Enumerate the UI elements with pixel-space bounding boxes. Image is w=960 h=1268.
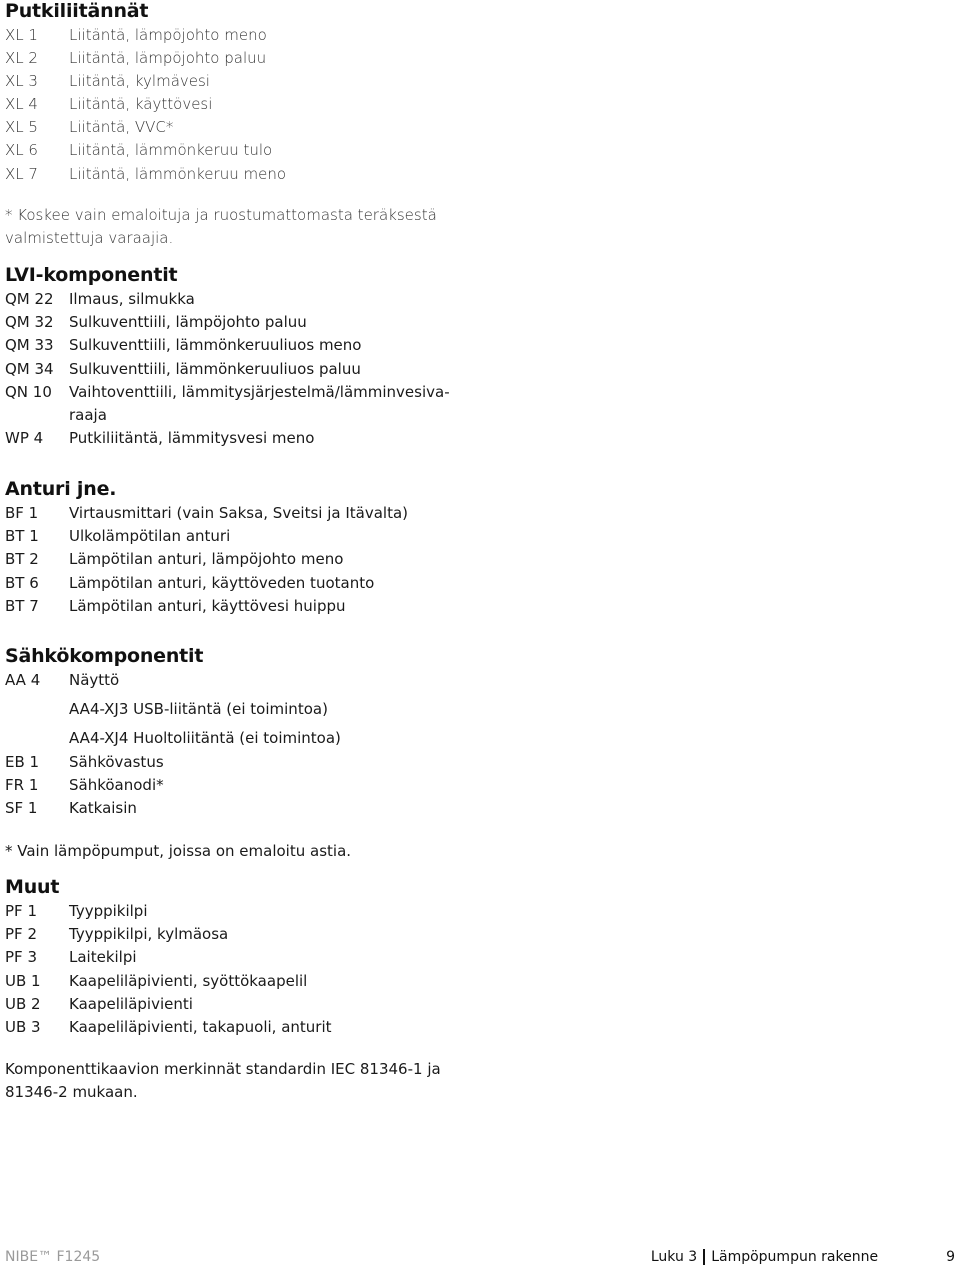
- component-desc: Lämpötilan anturi, käyttövesi huippu: [69, 596, 346, 615]
- list-item: [5, 993, 465, 1016]
- component-desc: Katkaisin: [69, 799, 137, 818]
- list-item: [5, 900, 465, 923]
- list-item: [5, 727, 465, 750]
- component-desc: Liitäntä, kylmävesi: [69, 72, 210, 91]
- list-item: [5, 47, 465, 70]
- component-code: BT 2: [5, 550, 39, 569]
- standard-note: Komponenttikaavion merkinnät standardin IEC 81346-1 ja 81346-2 mukaan.: [5, 1060, 441, 1101]
- component-desc: Sähköanodi*: [69, 775, 164, 794]
- section-putkiliitannat: [5, 0, 465, 186]
- component-code: QM 22: [5, 290, 54, 308]
- page-footer: [5, 1246, 955, 1268]
- component-code: AA 4: [5, 671, 41, 689]
- component-code: EB 1: [5, 752, 40, 771]
- component-desc: Tyyppikilpi: [69, 902, 148, 920]
- component-code: BT 1: [5, 527, 39, 546]
- component-desc: Kaapeliläpivienti, takapuoli, anturit: [69, 1018, 332, 1037]
- component-code: WP 4: [5, 429, 44, 448]
- component-desc: Liitäntä, lämmönkeruu tulo: [69, 141, 273, 160]
- chapter-info: [651, 1249, 955, 1265]
- component-desc: Näyttö: [69, 671, 120, 689]
- component-desc: AA4-XJ4 Huoltoliitäntä (ei toimintoa): [69, 729, 341, 748]
- list-item: [5, 525, 465, 548]
- component-code: UB 2: [5, 994, 41, 1013]
- list-item: [5, 774, 465, 797]
- component-code: BT 6: [5, 573, 39, 592]
- list-item: [5, 381, 465, 427]
- component-desc: Kaapeliläpivienti: [69, 994, 193, 1013]
- component-code: [5, 727, 69, 750]
- component-code: QM 34: [5, 359, 54, 378]
- component-desc-continued: raaja: [69, 406, 107, 425]
- component-code: XL 6: [5, 141, 38, 160]
- list-item: [5, 698, 465, 721]
- chapter-number: Luku 3: [650, 1249, 698, 1265]
- component-code: UB 3: [5, 1018, 41, 1037]
- section-title: Muut: [5, 876, 60, 898]
- component-desc: Kaapeliläpivienti, syöttökaapelil: [69, 971, 308, 990]
- component-desc: Laitekilpi: [69, 948, 137, 967]
- list-item: [5, 548, 465, 571]
- component-code: XL 4: [5, 95, 38, 114]
- component-desc: Liitäntä, lämmönkeruu meno: [69, 164, 287, 183]
- component-code: QM 32: [5, 313, 54, 332]
- component-desc: Ulkolämpötilan anturi: [69, 527, 231, 546]
- component-code: UB 1: [5, 971, 41, 990]
- list-item: [5, 797, 465, 820]
- component-desc: Sulkuventtiili, lämmönkeruuliuos paluu: [69, 359, 361, 378]
- list-item: [5, 288, 465, 311]
- section-title: Putkiliitännät: [5, 0, 149, 22]
- list-item: [5, 751, 465, 774]
- component-desc: Lämpötilan anturi, lämpöjohto meno: [69, 550, 344, 569]
- component-code: PF 2: [5, 925, 37, 944]
- component-code: XL 7: [5, 164, 38, 183]
- component-desc: Tyyppikilpi, kylmäosa: [69, 925, 229, 944]
- section-title: LVI-komponentit: [5, 264, 178, 286]
- list-item: [5, 93, 465, 116]
- section-muut: [5, 876, 465, 1039]
- component-code: XL 3: [5, 72, 38, 91]
- component-code: PF 3: [5, 948, 37, 967]
- list-item: [5, 311, 465, 334]
- chapter-title: Lämpöpumpun rakenne: [711, 1249, 879, 1265]
- list-item: [5, 502, 465, 525]
- component-desc: Lämpötilan anturi, käyttöveden tuotanto: [69, 573, 375, 592]
- list-item: [5, 1016, 465, 1039]
- component-desc: Vaihtoventtiili, lämmitysjärjestelmä/lämminvesiva-: [69, 382, 450, 401]
- component-code: QM 33: [5, 336, 54, 355]
- list-item: [5, 70, 465, 93]
- component-desc: Sähkövastus: [69, 752, 164, 771]
- page-number: 9: [946, 1249, 955, 1265]
- list-item: [5, 946, 465, 969]
- component-code: XL 5: [5, 118, 38, 137]
- component-desc: Sulkuventtiili, lämpöjohto paluu: [69, 313, 307, 332]
- list-item: [5, 669, 465, 692]
- list-item: [5, 116, 465, 139]
- component-code: XL 1: [5, 26, 38, 44]
- list-item: [5, 139, 465, 162]
- component-desc: Liitäntä, VVC*: [69, 118, 174, 137]
- component-code: XL 2: [5, 49, 38, 68]
- section-sahkokomponentit: [5, 645, 465, 820]
- component-code: [5, 698, 69, 721]
- component-code: FR 1: [5, 775, 39, 794]
- component-desc: Sulkuventtiili, lämmönkeruuliuos meno: [69, 336, 362, 355]
- footnote-heat-pumps: * Vain lämpöpumput, joissa on emaloitu astia.: [5, 842, 352, 860]
- section-title: Sähkökomponentit: [5, 645, 204, 667]
- component-desc: Ilmaus, silmukka: [69, 290, 195, 308]
- list-item: [5, 970, 465, 993]
- list-item: [5, 427, 465, 450]
- component-code: PF 1: [5, 902, 37, 920]
- list-item: [5, 595, 465, 618]
- component-desc: Liitäntä, käyttövesi: [69, 95, 213, 114]
- section-anturi: [5, 478, 465, 618]
- section-lvi-komponentit: [5, 264, 465, 450]
- component-desc-wrapped: [69, 381, 465, 427]
- component-desc: AA4-XJ3 USB-liitäntä (ei toimintoa): [69, 700, 328, 719]
- component-code: QN 10: [5, 382, 52, 401]
- list-item: [5, 334, 465, 357]
- component-desc: Liitäntä, lämpöjohto meno: [69, 26, 267, 44]
- section-title: Anturi jne.: [5, 478, 117, 500]
- component-desc: Liitäntä, lämpöjohto paluu: [69, 49, 267, 68]
- list-item: [5, 24, 465, 47]
- component-code: SF 1: [5, 799, 38, 818]
- component-desc: Virtausmittari (vain Saksa, Sveitsi ja Itävalta): [69, 504, 409, 522]
- divider: [703, 1249, 705, 1265]
- component-desc: Putkiliitäntä, lämmitysvesi meno: [69, 429, 315, 448]
- component-code: BT 7: [5, 596, 39, 615]
- list-item: [5, 572, 465, 595]
- list-item: [5, 358, 465, 381]
- list-item: [5, 923, 465, 946]
- footnote-enamel: * Koskee vain emaloituja ja ruostumattomasta teräksestä valmistettuja varaajia.: [5, 206, 437, 247]
- brand-model: NIBE™ F1245: [5, 1249, 101, 1265]
- list-item: [5, 163, 465, 186]
- component-code: BF 1: [5, 504, 39, 522]
